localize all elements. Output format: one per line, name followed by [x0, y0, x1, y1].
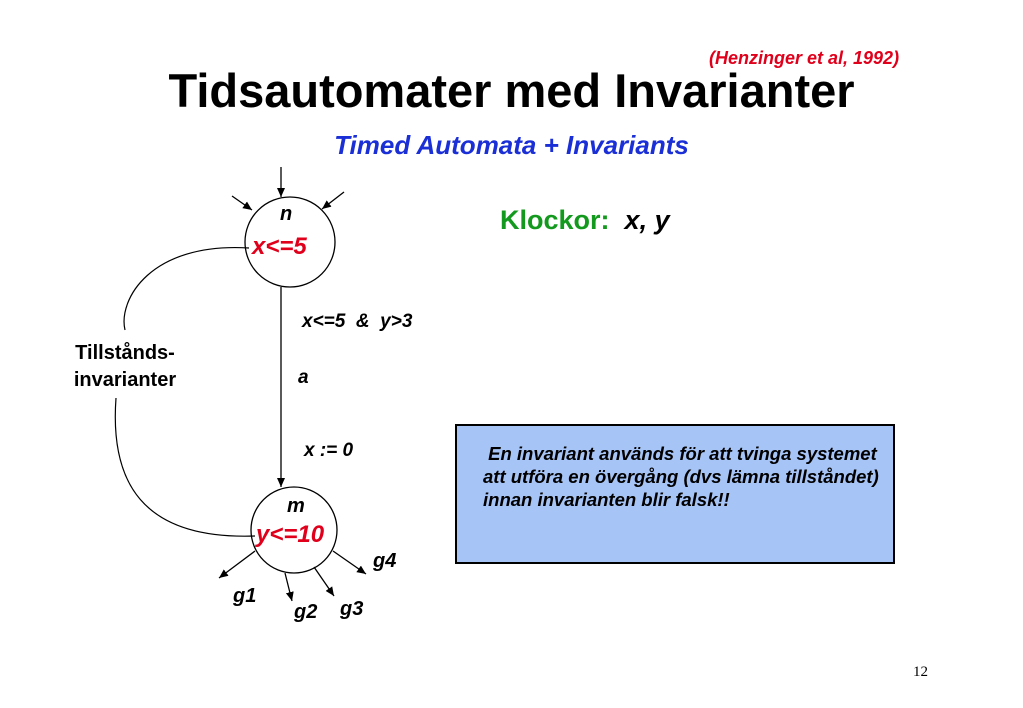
- slide-title: Tidsautomater med Invarianter: [168, 64, 855, 117]
- incoming-arrow-right: [322, 192, 344, 209]
- edge-action: a: [298, 367, 309, 388]
- state-invariants-label-line1: Tillstånds-: [75, 342, 175, 364]
- citation: (Henzinger et al, 1992): [709, 48, 900, 68]
- clocks-label: Klockor: [500, 205, 601, 235]
- state-invariants-label-line2: invarianter: [73, 369, 177, 391]
- outgoing-label-g4: g4: [373, 550, 397, 572]
- invariant-connector-lower: [115, 398, 255, 536]
- outgoing-arrow-g1: [219, 551, 255, 578]
- state-invariants-label: [40, 340, 210, 394]
- clocks-line: [500, 205, 670, 236]
- invariant-connector-upper: [124, 248, 249, 330]
- state-m-invariant: y<=10: [256, 521, 325, 548]
- outgoing-arrow-g3: [314, 567, 334, 596]
- outgoing-arrow-g4: [333, 551, 366, 574]
- slide-subtitle: Timed Automata + Invariants: [334, 130, 689, 160]
- clocks-colon: :: [600, 205, 610, 235]
- outgoing-label-g2: g2: [294, 601, 318, 623]
- outgoing-label-g1: g1: [233, 585, 257, 607]
- state-n-name: n: [280, 203, 293, 225]
- edge-reset: x := 0: [304, 440, 354, 461]
- state-m-name: m: [287, 495, 305, 517]
- outgoing-label-g3: g3: [340, 598, 364, 620]
- state-n-invariant: x<=5: [252, 233, 307, 260]
- edge-guard: x<=5 & y>3: [302, 311, 413, 332]
- invariant-note-text: En invariant används för att tvinga systemet att utföra en övergång (dvs lämna tillståndet) innan invarianten blir falsk!!: [483, 443, 884, 510]
- page-number: 12: [913, 664, 928, 680]
- incoming-arrow-left: [232, 196, 252, 210]
- clocks-values: x, y: [624, 205, 670, 235]
- outgoing-arrow-g2: [285, 573, 292, 601]
- invariant-note-box: [455, 424, 895, 564]
